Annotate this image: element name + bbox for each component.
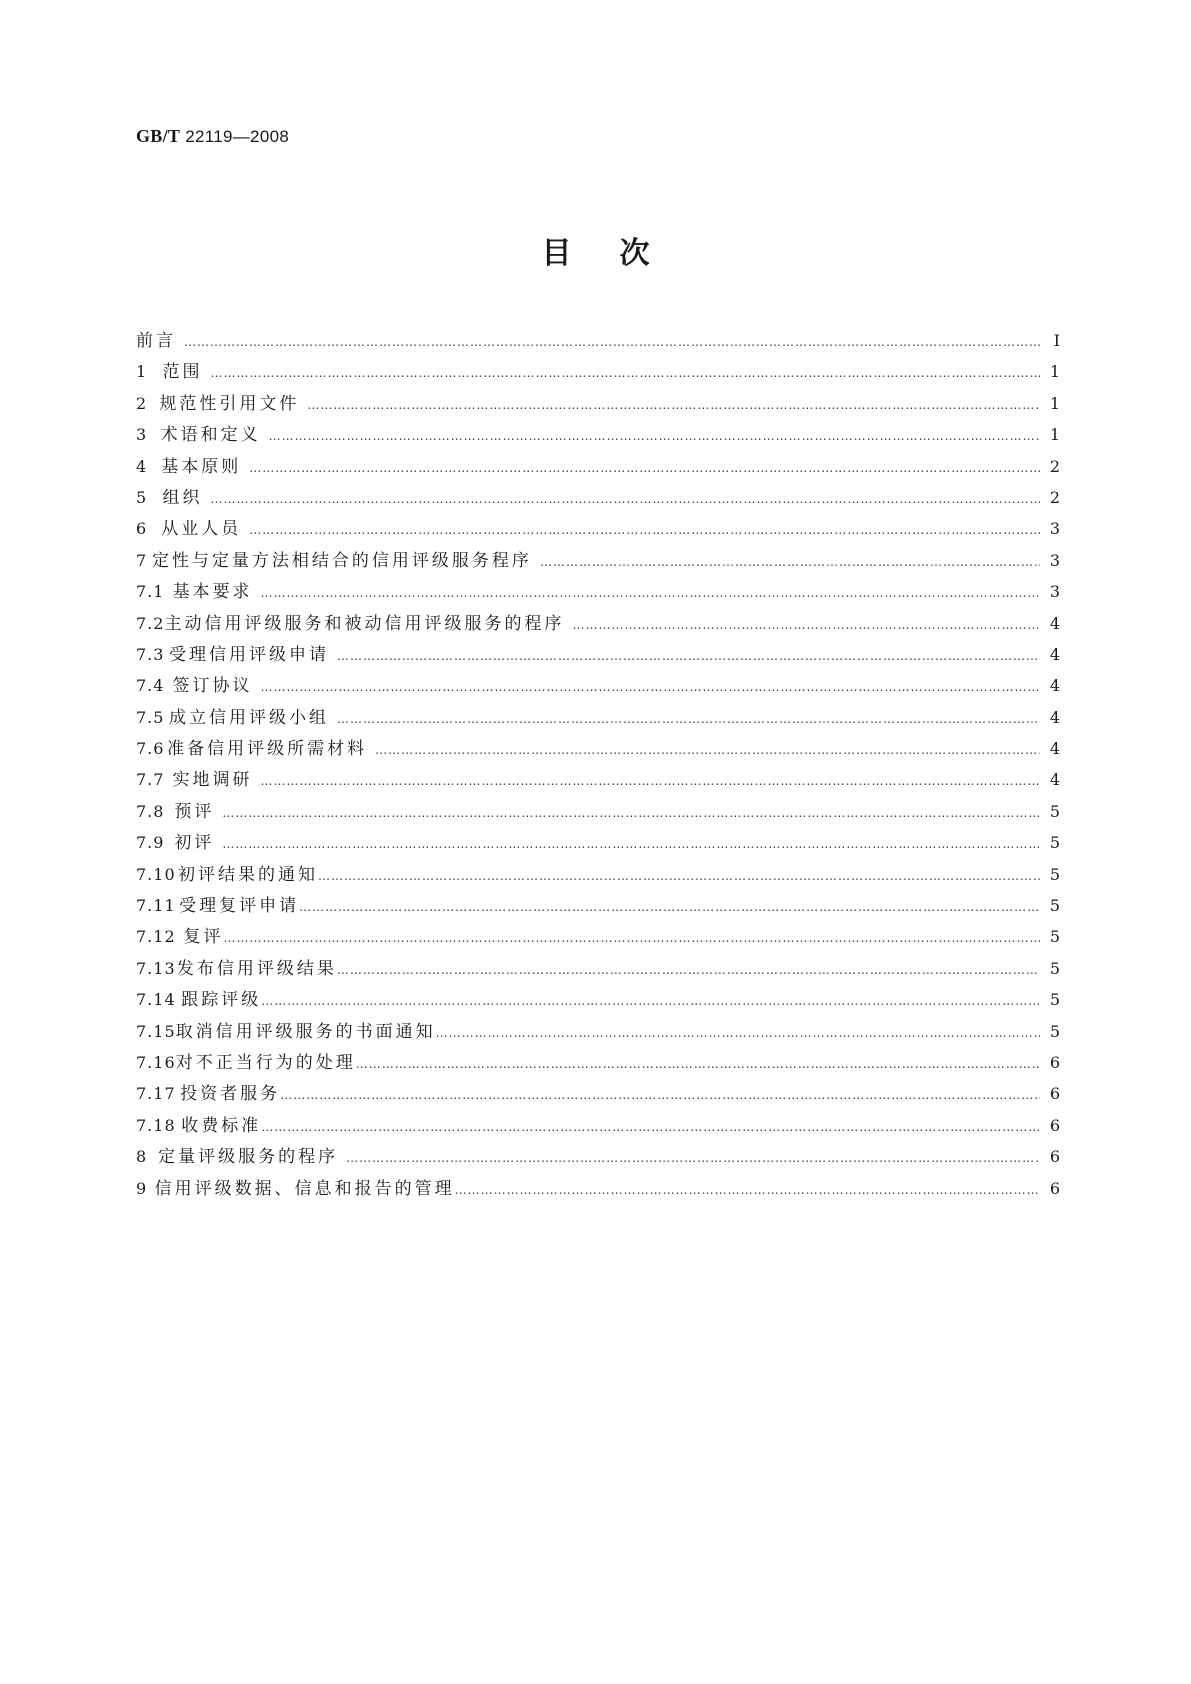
toc-entry[interactable] — [136, 922, 1060, 953]
toc-dot-leader — [222, 806, 1039, 820]
toc-entry-number: 7.2 — [136, 613, 165, 633]
toc-entry-page: 5 — [1049, 927, 1060, 947]
toc-dot-leader — [249, 523, 1040, 537]
toc-entry-number: 7 — [136, 550, 148, 570]
toc-entry-number: 1 — [136, 362, 148, 382]
toc-entry-page: 3 — [1049, 550, 1060, 570]
toc-entry-title: 主动信用评级服务和被动信用评级服务的程序 — [164, 613, 565, 634]
toc-entry-number: 7.12 — [136, 927, 176, 947]
toc-dot-leader — [261, 680, 1040, 694]
toc-entry-number: 7.10 — [136, 864, 176, 884]
toc-entry-number: 7.3 — [136, 644, 165, 664]
toc-entry-number: 6 — [136, 519, 148, 539]
toc-entry[interactable] — [136, 985, 1060, 1016]
toc-entry-title: 前言 — [136, 331, 176, 351]
toc-entry-number: 3 — [136, 425, 148, 445]
toc-entry-number: 5 — [136, 487, 148, 507]
toc-dot-leader — [337, 649, 1040, 663]
toc-entry[interactable] — [136, 420, 1060, 451]
standard-code — [136, 126, 289, 147]
toc-entry-title: 成立信用评级小组 — [168, 707, 329, 728]
toc-entry-title: 初评结果的通知 — [177, 864, 318, 885]
toc-dot-leader — [210, 366, 1039, 380]
toc-entry-title: 实地调研 — [172, 770, 253, 791]
toc-dot-leader — [261, 994, 1040, 1008]
toc-entry-number: 7.16 — [136, 1052, 176, 1072]
toc-entry-title: 收费标准 — [181, 1115, 262, 1136]
toc-entry-title: 定性与定量方法相结合的信用评级服务程序 — [151, 550, 532, 571]
toc-entry-page: 4 — [1049, 644, 1060, 664]
toc-entry-page: 2 — [1049, 487, 1060, 507]
toc-entry-title: 对不正当行为的处理 — [175, 1052, 356, 1073]
toc-entry-page: 6 — [1049, 1115, 1060, 1135]
toc-entry[interactable] — [136, 609, 1060, 640]
toc-entry-title: 跟踪评级 — [181, 990, 262, 1011]
toc-entry[interactable] — [136, 703, 1060, 734]
toc-entry[interactable] — [136, 357, 1060, 388]
toc-entry-number: 8 — [136, 1147, 148, 1167]
toc-entry-title: 基本要求 — [172, 582, 253, 603]
toc-entry-page: 3 — [1049, 519, 1060, 539]
toc-entry-page: 5 — [1049, 990, 1060, 1010]
toc-entry-page: 5 — [1049, 896, 1060, 916]
toc-entry[interactable] — [136, 954, 1060, 985]
toc-entry[interactable] — [136, 734, 1060, 765]
toc-entry-number: 4 — [136, 456, 148, 476]
toc-entry[interactable] — [136, 1174, 1060, 1205]
toc-entry-page: 4 — [1049, 676, 1060, 696]
toc-dot-leader — [249, 461, 1040, 475]
toc-dot-leader — [540, 555, 1040, 569]
toc-entry-page: 4 — [1049, 613, 1060, 633]
toc-entry-title: 定量评级服务的程序 — [158, 1147, 339, 1168]
toc-entry-number: 7.17 — [136, 1084, 176, 1104]
toc-entry[interactable] — [136, 860, 1060, 891]
toc-entry-foreword[interactable] — [136, 326, 1060, 357]
toc-entry-number: 7.6 — [136, 739, 165, 759]
toc-entry[interactable] — [136, 514, 1060, 545]
toc-entry[interactable] — [136, 1079, 1060, 1110]
toc-entry-title: 初评 — [174, 833, 215, 854]
toc-dot-leader — [455, 1183, 1040, 1197]
toc-entry-number: 7.8 — [136, 801, 165, 821]
toc-entry-page: 6 — [1049, 1147, 1060, 1167]
toc-entry-title: 受理复评申请 — [179, 896, 300, 917]
toc-dot-leader — [318, 869, 1040, 883]
toc-dot-leader — [280, 1088, 1040, 1102]
toc-entry-title: 取消信用评级服务的书面通知 — [175, 1021, 436, 1042]
toc-entry-page: Ⅰ — [1053, 331, 1060, 350]
toc-entry-number: 7.13 — [136, 958, 176, 978]
toc-entry-title: 信用评级数据、信息和报告的管理 — [154, 1178, 455, 1199]
toc-entry-page: 1 — [1049, 393, 1060, 413]
toc-dot-leader — [222, 837, 1039, 851]
toc-entry[interactable] — [136, 452, 1060, 483]
toc-entry-number: 7.11 — [136, 896, 176, 916]
toc-entry-number: 7.5 — [136, 707, 165, 727]
toc-entry-number: 7.14 — [136, 990, 176, 1010]
toc-entry-title: 组织 — [162, 487, 203, 508]
toc-entry[interactable] — [136, 389, 1060, 420]
toc-entry[interactable] — [136, 483, 1060, 514]
toc-entry-title: 受理信用评级申请 — [168, 644, 329, 665]
toc-dot-leader — [269, 429, 1040, 443]
toc-entry-title: 准备信用评级所需材料 — [167, 739, 368, 760]
toc-entry-page: 4 — [1049, 707, 1060, 727]
toc-entry-title: 规范性引用文件 — [159, 393, 300, 414]
toc-entry[interactable] — [136, 797, 1060, 828]
toc-entry-page: 1 — [1049, 362, 1060, 382]
toc-entry[interactable] — [136, 577, 1060, 608]
toc-entry-page: 5 — [1049, 958, 1060, 978]
toc-entry-number: 7.9 — [136, 833, 165, 853]
toc-entry-page: 4 — [1049, 770, 1060, 790]
toc-entry[interactable] — [136, 671, 1060, 702]
toc-entry[interactable] — [136, 891, 1060, 922]
toc-entry-number: 7.15 — [136, 1021, 176, 1041]
toc-dot-leader — [210, 492, 1039, 506]
toc-entry-title: 发布信用评级结果 — [176, 958, 337, 979]
toc-dot-leader — [261, 1120, 1040, 1134]
toc-dot-leader — [184, 335, 1040, 349]
toc-entry-page: 5 — [1049, 801, 1060, 821]
toc-entry-number: 7.4 — [136, 676, 165, 696]
toc-entry[interactable] — [136, 1142, 1060, 1173]
toc-entry-page: 5 — [1049, 864, 1060, 884]
toc-dot-leader — [356, 1057, 1040, 1071]
toc-dot-leader — [375, 743, 1040, 757]
toc-entry-number: 7.18 — [136, 1115, 176, 1135]
toc-entry-title: 签订协议 — [172, 676, 253, 697]
toc-entry-page: 5 — [1049, 833, 1060, 853]
standard-number: 22119—2008 — [185, 127, 290, 146]
toc-entry[interactable] — [136, 765, 1060, 796]
toc-dot-leader — [261, 586, 1040, 600]
toc-dot-leader — [261, 774, 1040, 788]
toc-entry-page: 3 — [1049, 582, 1060, 602]
standard-prefix: GB/T — [136, 126, 181, 146]
toc-entry-number: 7.1 — [136, 582, 165, 602]
toc-entry-page: 4 — [1049, 739, 1060, 759]
toc-entry-page: 6 — [1049, 1052, 1060, 1072]
toc-entry-number: 9 — [136, 1178, 148, 1198]
toc-entry-page: 1 — [1049, 425, 1060, 445]
toc-entry-page: 5 — [1049, 1021, 1060, 1041]
toc-dot-leader — [572, 618, 1039, 632]
toc-entry-title: 投资者服务 — [180, 1084, 281, 1105]
toc-entry-title: 范围 — [162, 362, 203, 383]
toc-entry[interactable] — [136, 1111, 1060, 1142]
toc-entry[interactable] — [136, 828, 1060, 859]
toc-entry-page: 6 — [1049, 1084, 1060, 1104]
toc-dot-leader — [307, 398, 1039, 412]
toc-entry[interactable] — [136, 546, 1060, 577]
toc-entry-title: 复评 — [183, 927, 224, 948]
toc-dot-leader — [337, 963, 1040, 977]
toc-entry[interactable] — [136, 640, 1060, 671]
toc-dot-leader — [346, 1151, 1040, 1165]
toc-entry-title: 预评 — [174, 801, 215, 822]
toc-entry-title: 基本原则 — [161, 456, 242, 477]
toc-dot-leader — [299, 900, 1040, 914]
toc-entry-number: 2 — [136, 393, 148, 413]
toc-entry[interactable] — [136, 1048, 1060, 1079]
toc-dot-leader — [337, 712, 1040, 726]
toc-dot-leader — [223, 931, 1039, 945]
toc-entry-title: 从业人员 — [161, 519, 242, 540]
toc-dot-leader — [436, 1026, 1040, 1040]
toc-entry-page: 6 — [1049, 1178, 1060, 1198]
toc-entry-title: 术语和定义 — [160, 425, 261, 446]
table-of-contents — [136, 326, 1060, 1205]
toc-title: 目次 — [541, 236, 698, 271]
toc-entry-page: 2 — [1049, 456, 1060, 476]
toc-entry[interactable] — [136, 1017, 1060, 1048]
toc-entry-number: 7.7 — [136, 770, 165, 790]
